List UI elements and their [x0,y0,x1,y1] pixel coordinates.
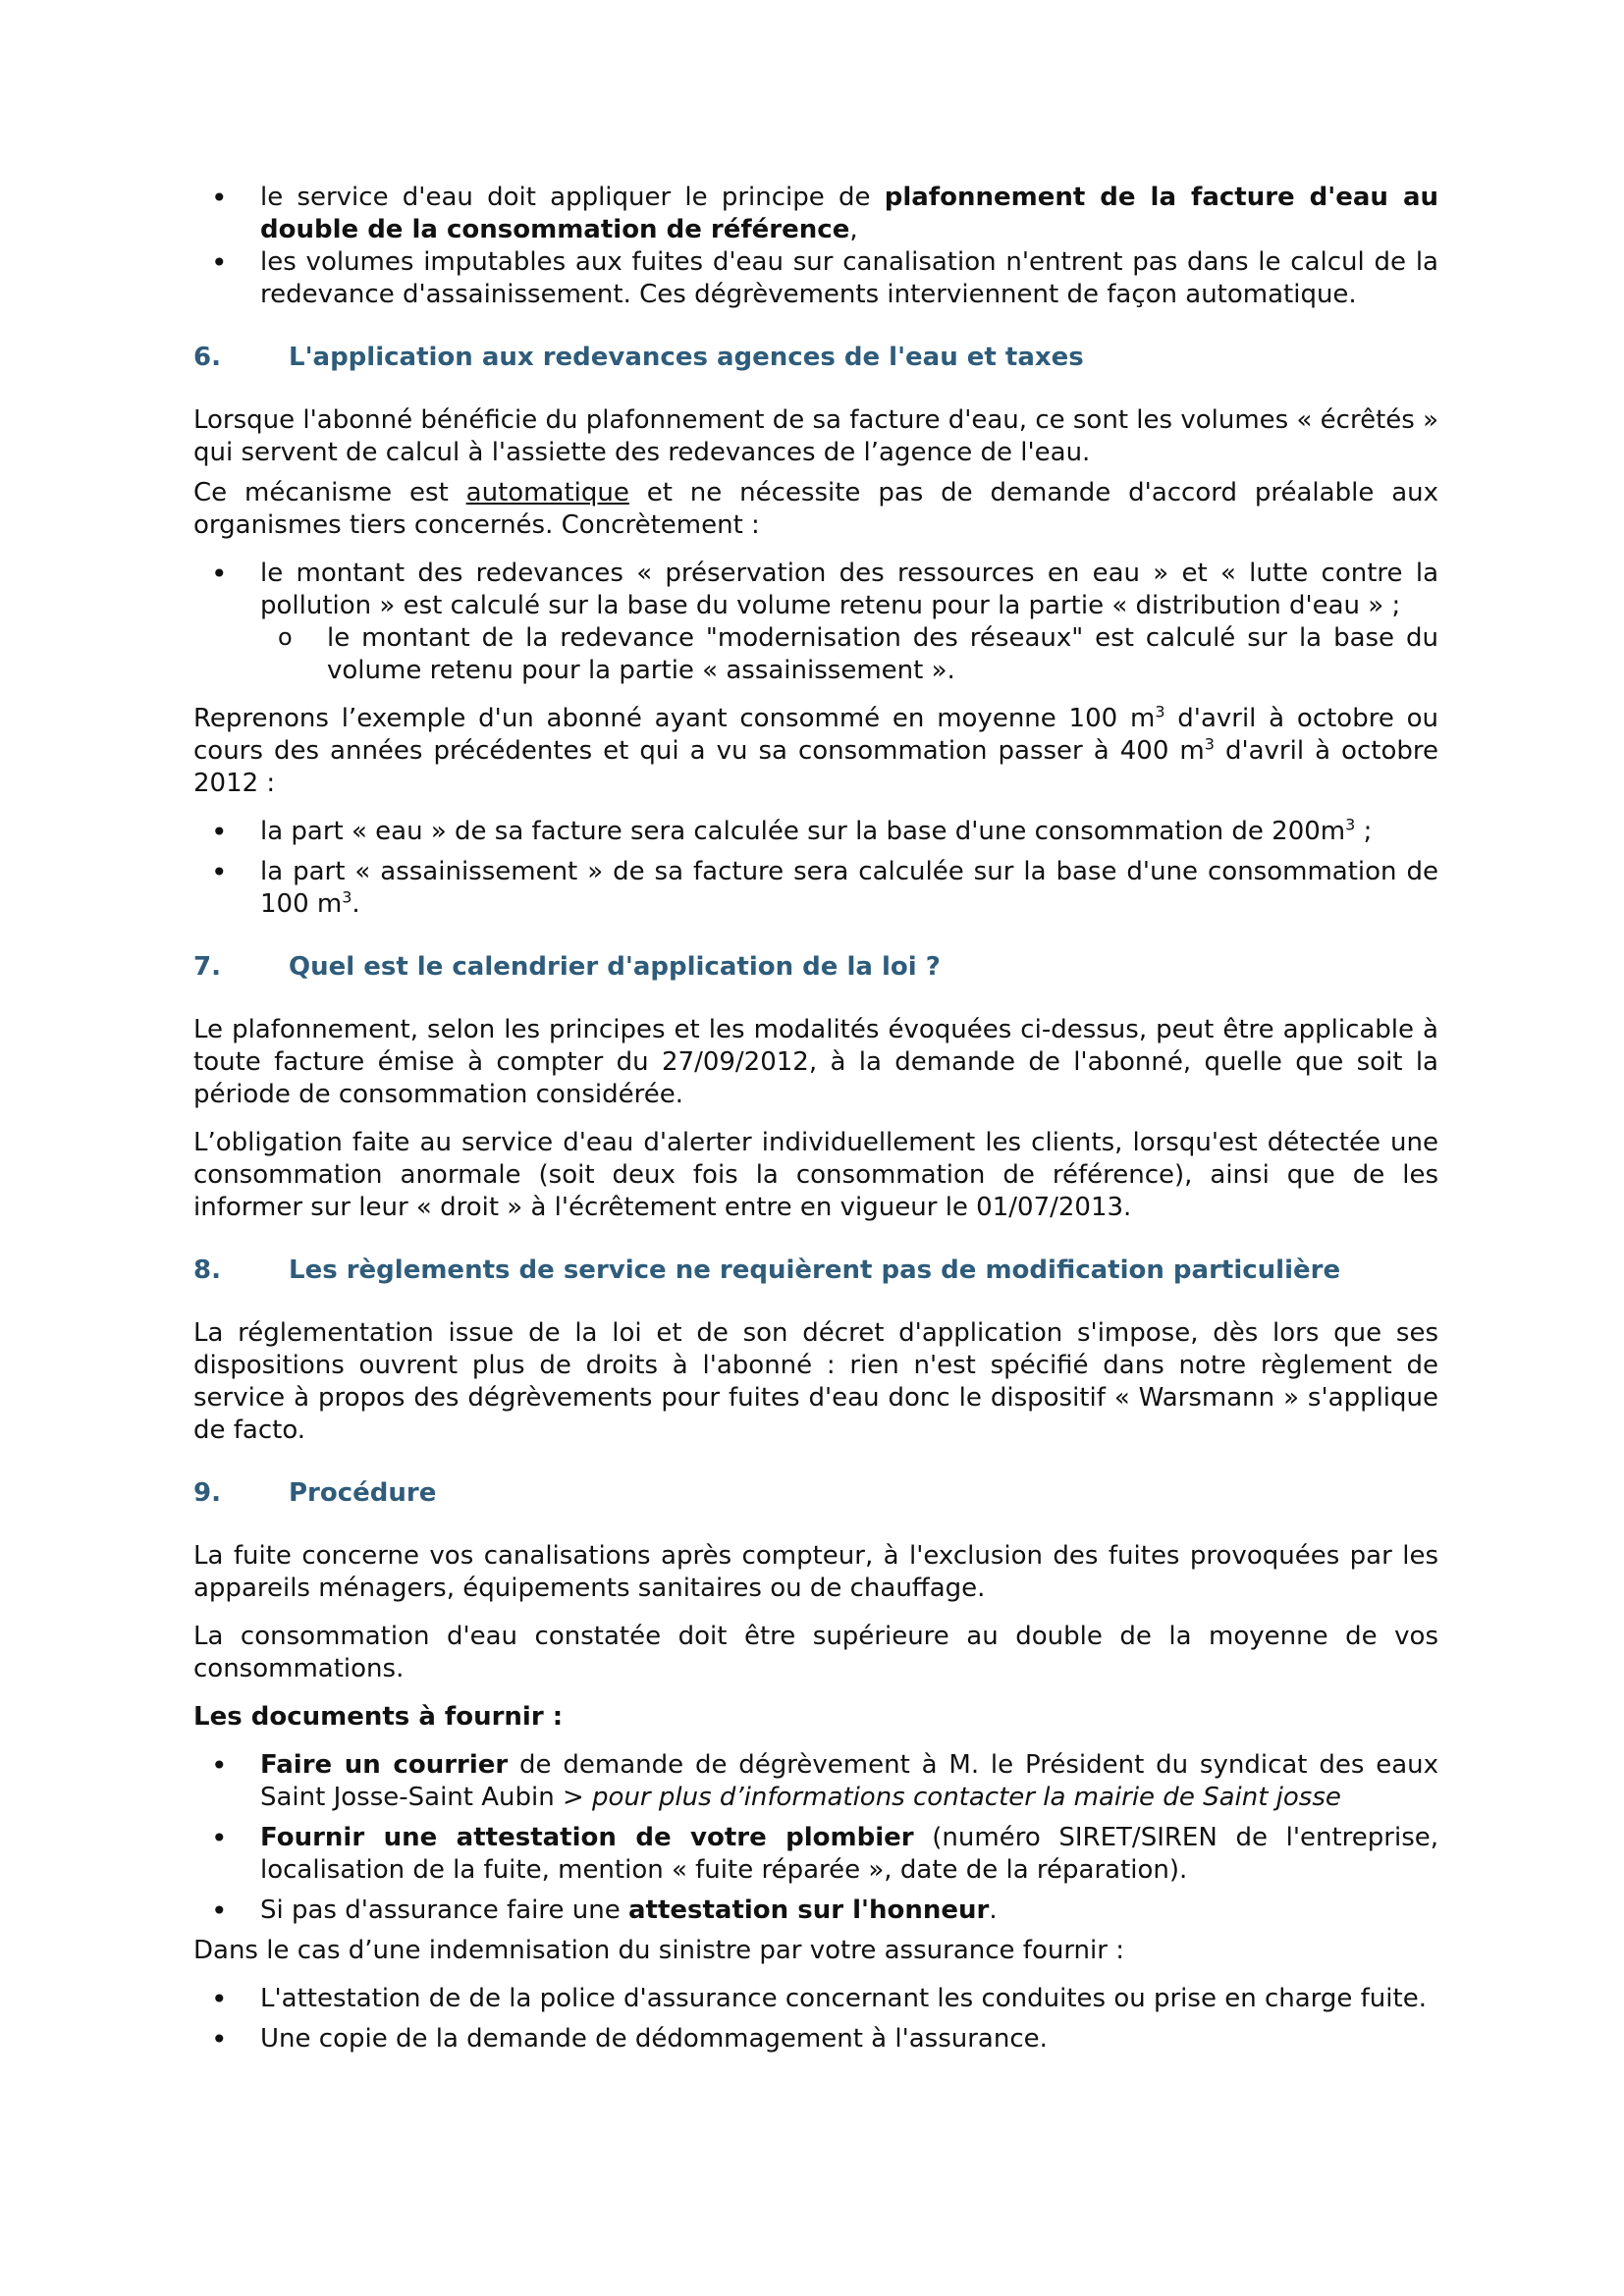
list-item: • Faire un courrier de demande de dégrèvement à M. le Président du syndicat des eaux Saint Josse-Saint Aubin > pour plus d’informations contacter la mairie de Saint josse [193,1749,1438,1814]
section-number: 6. [193,343,221,372]
section-title: L'application aux redevances agences de l'eau et taxes [289,343,1084,372]
section-heading-8 [193,1255,1438,1287]
section-heading-9 [193,1477,1438,1510]
section-number: 9. [193,1478,221,1508]
list-item: • le montant des redevances « préservation des ressources en eau » et « lutte contre la pollution » est calculé sur la base du volume retenu pour la partie « distribution d'eau » ; [193,558,1438,622]
section-number: 7. [193,952,221,982]
list-item: • la part « eau » de sa facture sera calculée sur la base d'une consommation de $200m^3$ ; [193,816,1438,848]
bullet-list [193,558,1438,687]
list-item: • Si pas d'assurance faire une attestation sur l'honneur. [193,1895,1438,1927]
section-title: Les règlements de service ne requièrent pas de modification particulière [289,1255,1341,1285]
paragraph: Reprenons l’exemple d'un abonné ayant consommé en moyenne 100 $m^3$ d'avril à octobre ou cours des années précédentes et qui a vu sa consommation passer à 400 $m^3$ d'avril à octobre 2012 : [193,702,1439,798]
section-title: Quel est le calendrier d'application de la loi ? [289,952,941,982]
list-item: • la part « assainissement » de sa facture sera calculée sur la base d'une consommation de 100 $m^3$. [193,856,1438,921]
bullet-list [193,816,1438,921]
sub-list-item: o le montant de la redevance "modernisation des réseaux" est calculé sur la base du volume retenu pour la partie « assainissement ». [193,622,1438,687]
paragraph: La consommation d'eau constatée doit être supérieure au double de la moyenne de vos consommations. [193,1622,1438,1683]
section-heading-6 [193,342,1438,374]
documents-title: Les documents à fournir : [193,1702,564,1732]
list-item: • les volumes imputables aux fuites d'eau sur canalisation n'entrent pas dans le calcul de la redevance d'assainissement. Ces dégrèvements interviennent de façon automatique. [193,246,1438,311]
list-item: • L'attestation de de la police d'assurance concernant les conduites ou prise en charge fuite. [193,1983,1438,2015]
paragraph: La réglementation issue de la loi et de son décret d'application s'impose, dès lors que ses dispositions ouvrent plus de droits à l'abonné : rien n'est spécifié dans notre règlement de service à propos des dégrèvements pour fuites d'eau donc le dispositif « Warsmann » s'applique de facto. [193,1318,1438,1445]
section-title: Procédure [289,1478,437,1508]
list-item: • Une copie de la demande de dédommagement à l'assurance. [193,2023,1438,2056]
paragraph: L’obligation faite au service d'eau d'alerter individuellement les clients, lorsqu'est détectée une consommation anormale (soit deux fois la consommation de référence), ainsi que de les informer sur leur « droit » à l'écrêtement entre en vigueur le 01/07/2013. [193,1128,1438,1222]
bullet-list-intro [193,182,1438,311]
paragraph: Dans le cas d’une indemnisation du sinistre par votre assurance fournir : [193,1936,1124,1965]
paragraph: Le plafonnement, selon les principes et les modalités évoquées ci-dessus, peut être applicable à toute facture émise à compter du 27/09/2012, à la demande de l'abonné, quelle que soit la période de consommation considérée. [193,1015,1438,1109]
document-page [193,182,1438,2056]
list-item: • Fournir une attestation de votre plombier (numéro SIRET/SIREN de l'entreprise, localisation de la fuite, mention « fuite réparée », date de la réparation). [193,1822,1438,1887]
paragraph: Lorsque l'abonné bénéficie du plafonnement de sa facture d'eau, ce sont les volumes « écrêtés » qui servent de calcul à l'assiette des redevances de l’agence de l'eau. [193,405,1438,467]
list-item: • le service d'eau doit appliquer le principe de plafonnement de la facture d'eau au double de la consommation de référence, [193,182,1438,246]
bullet-list-insurance [193,1983,1438,2056]
paragraph: Ce mécanisme est automatique et ne nécessite pas de demande d'accord préalable aux organismes tiers concernés. Concrètement : [193,478,1438,540]
bullet-list-documents [193,1749,1438,1927]
paragraph: La fuite concerne vos canalisations après compteur, à l'exclusion des fuites provoquées par les appareils ménagers, équipements sanitaires ou de chauffage. [193,1541,1438,1603]
section-number: 8. [193,1255,221,1285]
section-heading-7 [193,951,1438,984]
